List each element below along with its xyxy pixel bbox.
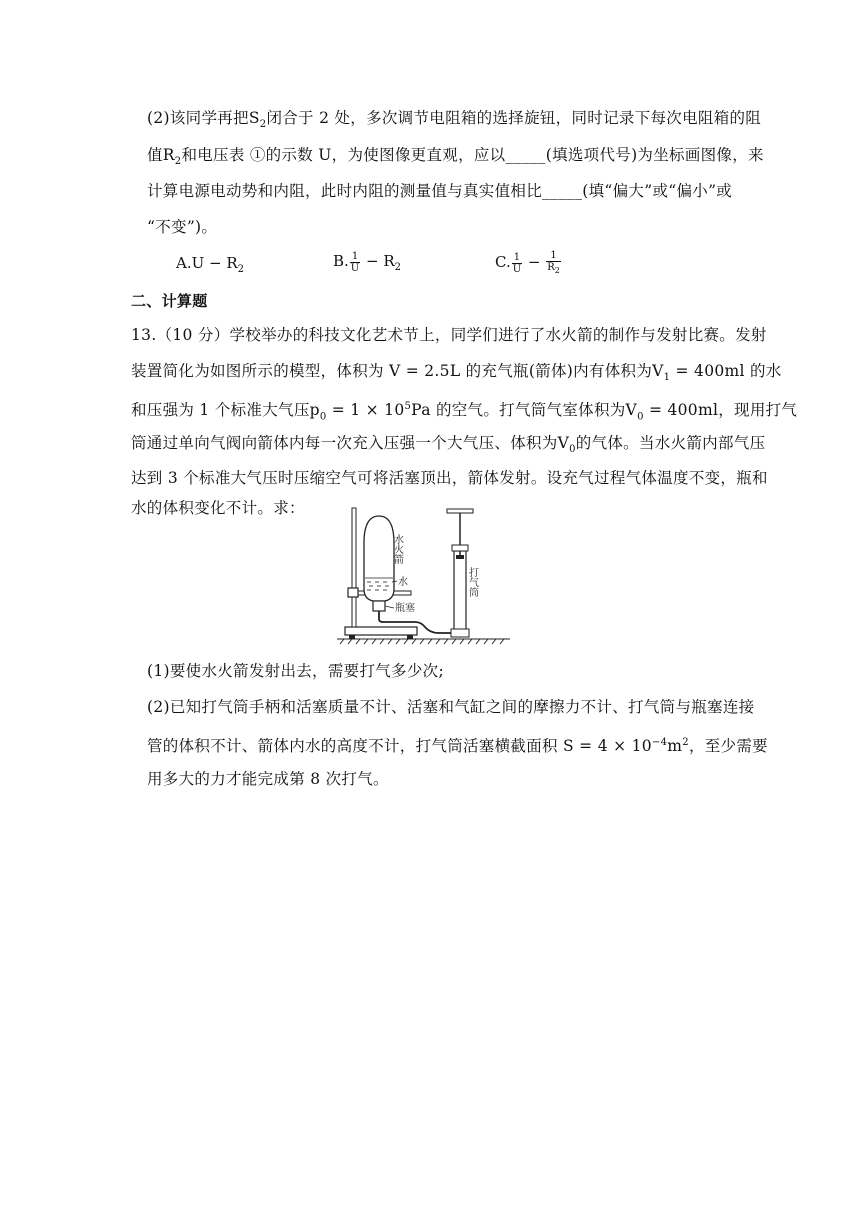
bottle-stopper — [373, 601, 385, 611]
fraction-1-over-u: $\frac{1}{U}$ — [350, 250, 360, 274]
label-pump: 打气筒 — [466, 567, 478, 597]
part2-line-4: “不变”)。 — [147, 218, 218, 236]
q13-line-2: 装置简化为如图所示的模型，体积为 V = 2.5L 的充气瓶(箭体)内有体积为$V_1 = 400ml$ 的水 — [131, 362, 782, 384]
pump-handle — [447, 509, 473, 513]
option-a: $A.U - R_2$ — [176, 254, 245, 275]
q13-line-1: 13.（10 分）学校举办的科技文化艺术节上，同学们进行了水火箭的制作与发射比赛。发射 — [131, 326, 767, 344]
part2-line-2: 值$R_2$和电压表 ①的示数 U，为使图像更直观，应以_____(填选项代号)为坐标画图像，来 — [147, 146, 764, 168]
fraction-1-over-r2: $\frac{1}{R_2}$ — [547, 250, 560, 275]
ground — [337, 639, 510, 644]
part2-line-1: (2)该同学再把$S_2$闭合于 2 处，多次调节电阻箱的选择旋钮，同时记录下每次电阻箱的阻 — [147, 109, 762, 131]
stand-base — [345, 627, 417, 635]
q13-line-6: 水的体积变化不计。求： — [131, 499, 305, 517]
q13-line-4: 筒通过单向气阀向箭体内每一次充入压强一个大气压、体积为$V_0$的气体。当水火箭内部气压 — [131, 434, 766, 456]
q13-sub2-line-3: 用多大的力才能完成第 8 次打气。 — [147, 770, 389, 788]
pump-barrel — [454, 551, 466, 634]
q13-sub2-line-1: (2)已知打气筒手柄和活塞质量不计、活塞和气缸之间的摩擦力不计、打气筒与瓶塞连接 — [147, 698, 755, 716]
section-heading: 二、计算题 — [131, 292, 208, 310]
fraction-1-over-u: $\frac{1}{U}$ — [512, 251, 522, 275]
q13-line-3: 和压强为 1 个标准大气压$p_0 = 1 \times 10^5Pa$ 的空气。打气筒气室体积为$V_0 = 400ml$，现用打气 — [131, 401, 798, 423]
option-c: C. $\frac{1}{U}$ − $\frac{1}{R_2}$ — [495, 250, 560, 275]
rocket-bottle — [364, 516, 394, 601]
stand-rod — [352, 508, 356, 627]
part2-line-3: 计算电源电动势和内阻，此时内阻的测量值与真实值相比_____(填“偏大”或“偏小”或 — [147, 182, 733, 200]
label-stopper: 瓶塞 — [395, 603, 415, 614]
label-water: 水 — [398, 577, 408, 588]
q13-sub1: (1)要使水火箭发射出去，需要打气多少次; — [147, 662, 444, 680]
q13-line-5: 达到 3 个标准大气压时压缩空气可将活塞顶出，箭体发射。设充气过程气体温度不变，瓶和 — [131, 469, 768, 487]
option-b: B. $\frac{1}{U}$ − $R_2$ — [333, 250, 402, 274]
water-rocket-figure — [335, 503, 515, 648]
label-rocket: 水火箭 — [391, 534, 403, 564]
q13-sub2-line-2: 管的体积不计、箭体内水的高度不计，打气筒活塞横截面积 $S = 4 \times 10^{-4}m^2$，至少需要 — [147, 737, 768, 756]
